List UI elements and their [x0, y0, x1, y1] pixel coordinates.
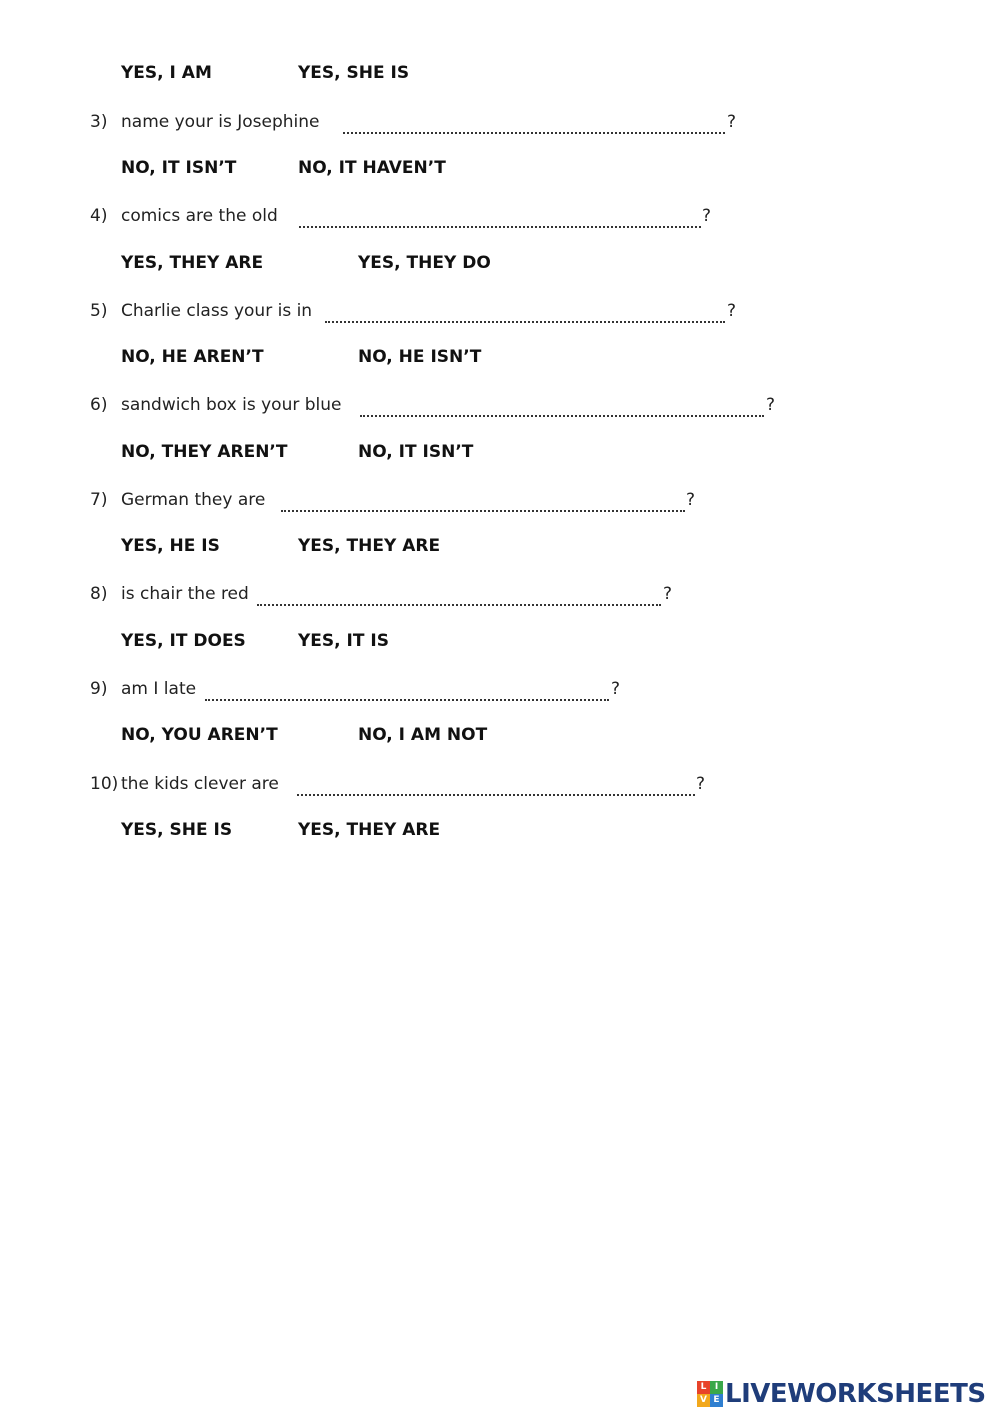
question-text: am I late: [121, 679, 197, 699]
question-mark: ?: [611, 679, 621, 699]
answer-input-3[interactable]: [343, 112, 725, 134]
answer-input-6[interactable]: [360, 395, 764, 417]
question-number: 9): [90, 679, 108, 699]
logo-tile-v: V: [697, 1394, 710, 1407]
option-a-8[interactable]: YES, IT DOES: [121, 631, 246, 651]
question-text: comics are the old: [121, 206, 278, 226]
question-number: 5): [90, 301, 108, 321]
option-b-5[interactable]: NO, HE ISN’T: [358, 347, 482, 367]
logo-tile-e: E: [710, 1394, 723, 1407]
question-text: sandwich box is your blue: [121, 395, 342, 415]
question-mark: ?: [696, 774, 706, 794]
answer-input-9[interactable]: [205, 679, 609, 701]
option-a-5[interactable]: NO, HE AREN’T: [121, 347, 264, 367]
option-a-9[interactable]: NO, YOU AREN’T: [121, 725, 278, 745]
question-mark: ?: [727, 112, 737, 132]
question-number: 8): [90, 584, 108, 604]
question-number: 4): [90, 206, 108, 226]
option-b-9[interactable]: NO, I AM NOT: [358, 725, 488, 745]
liveworksheets-logo-icon: [697, 1381, 723, 1407]
question-text: is chair the red: [121, 584, 249, 604]
option-b-7[interactable]: YES, THEY ARE: [298, 536, 441, 556]
option-yes-i-am[interactable]: YES, I AM: [121, 63, 212, 83]
option-b-10[interactable]: YES, THEY ARE: [298, 820, 441, 840]
option-a-3[interactable]: NO, IT ISN’T: [121, 158, 237, 178]
option-a-10[interactable]: YES, SHE IS: [121, 820, 233, 840]
question-mark: ?: [663, 584, 673, 604]
question-number: 6): [90, 395, 108, 415]
question-text: Charlie class your is in: [121, 301, 313, 321]
question-number: 7): [90, 490, 108, 510]
option-a-7[interactable]: YES, HE IS: [121, 536, 220, 556]
question-number: 10): [90, 774, 119, 794]
question-mark: ?: [766, 395, 776, 415]
option-yes-she-is[interactable]: YES, SHE IS: [298, 63, 410, 83]
answer-input-7[interactable]: [281, 490, 685, 512]
option-a-6[interactable]: NO, THEY AREN’T: [121, 442, 288, 462]
option-b-4[interactable]: YES, THEY DO: [358, 253, 491, 273]
question-text: German they are: [121, 490, 266, 510]
question-number: 3): [90, 112, 108, 132]
question-mark: ?: [702, 206, 712, 226]
question-text: name your is Josephine: [121, 112, 320, 132]
answer-input-4[interactable]: [299, 206, 701, 228]
question-mark: ?: [686, 490, 696, 510]
liveworksheets-brand[interactable]: [697, 1376, 986, 1412]
option-b-3[interactable]: NO, IT HAVEN’T: [298, 158, 446, 178]
answer-input-5[interactable]: [325, 301, 725, 323]
question-mark: ?: [727, 301, 737, 321]
brand-wordmark: LIVEWORKSHEETS: [725, 1379, 986, 1409]
option-b-8[interactable]: YES, IT IS: [298, 631, 389, 651]
question-text: the kids clever are: [121, 774, 279, 794]
option-b-6[interactable]: NO, IT ISN’T: [358, 442, 474, 462]
logo-tile-i: I: [710, 1381, 723, 1394]
option-a-4[interactable]: YES, THEY ARE: [121, 253, 264, 273]
answer-input-8[interactable]: [257, 584, 661, 606]
answer-input-10[interactable]: [297, 774, 695, 796]
logo-tile-l: L: [697, 1381, 710, 1394]
